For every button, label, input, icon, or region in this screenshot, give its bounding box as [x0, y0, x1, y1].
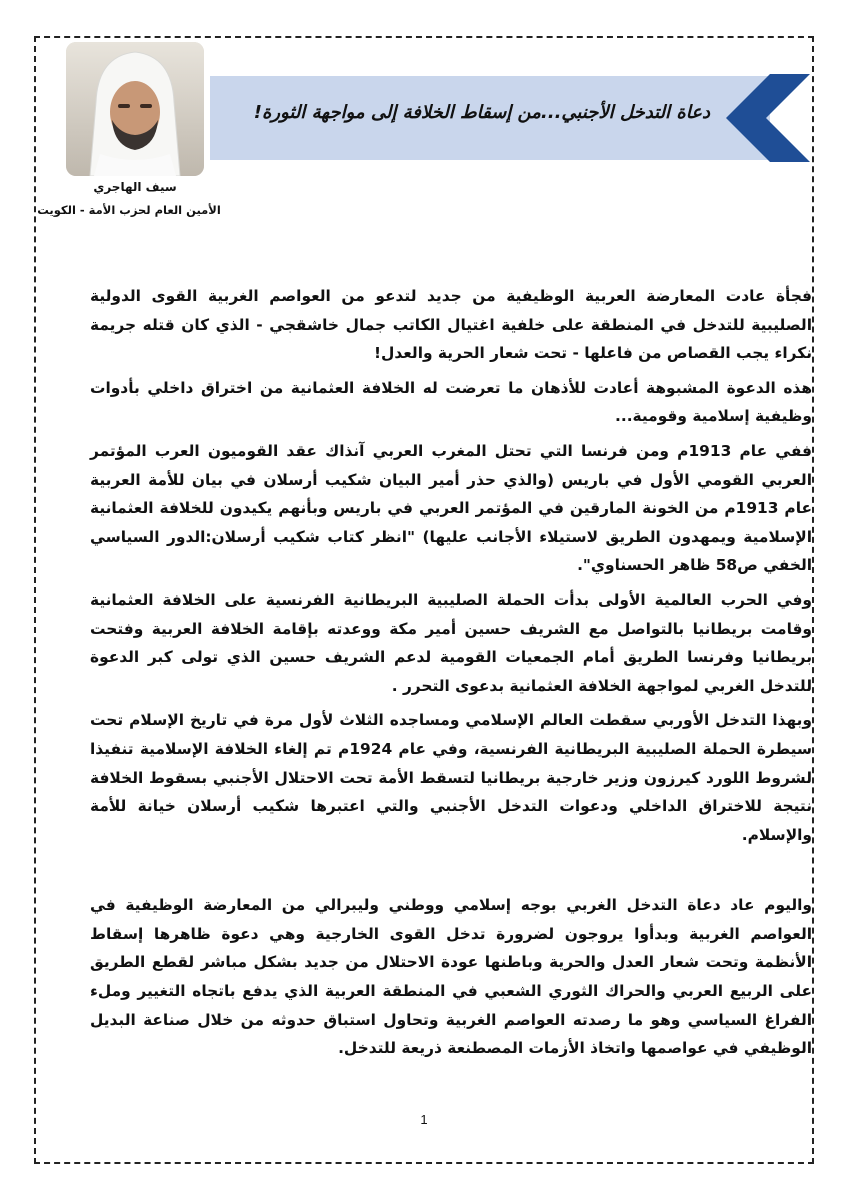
author-photo: [66, 42, 204, 176]
article-paragraph: واليوم عاد دعاة التدخل الغربي بوجه إسلامي ووطني وليبرالي من المعارضة الوظيفية في العواصم الغربية وبدأوا يروجون لضرورة تدخل القوى الخارجية وهي دعوة ظاهرها إسقاط الأنظمة وتحت شعار العدل والحرية وباطنها عودة الاحتلال من جديد بشكل مباشر لقطع الطريق على الربيع العربي والحراك الثوري الشعبي في المنطقة العربية الذي يدفع باتجاه التغيير وملء الفراغ السياسي وهو ما رصدته العواصم الغربية وتحاول استباق حدوثه من خلال صناعة البديل الوظيفي في عواصمها واتخاذ الأزمات المصطنعة ذريعة للتدخل.: [90, 896, 812, 1058]
page-number: 1: [420, 1112, 428, 1127]
author-name: سيف الهاجري: [93, 180, 177, 194]
article-paragraph: وفي الحرب العالمية الأولى بدأت الحملة الصليبية البريطانية الفرنسية على الخلافة العثمانية وقامت بريطانيا بالتواصل مع الشريف حسين أمير مكة ووعدته بإقامة الخلافة العربية وفتحت بريطانيا وفرنسا الطريق أمام الجمعيات القومية لدعم الشريف حسين الذي تولى كبر الدعوة للتدخل الغربي لمواجهة الخلافة العثمانية بدعوى التحرر .: [90, 590, 812, 695]
article-paragraph: هذه الدعوة المشبوهة أعادت للأذهان ما تعرضت له الخلافة العثمانية من اختراق داخلي بأدوات وظيفية إسلامية وقومية...: [90, 378, 812, 426]
article-paragraph: فجأة عادت المعارضة العربية الوظيفية من جديد لتدعو من العواصم الغربية القوى الدولية الصليبية للتدخل في المنطقة على خلفية اغتيال الكاتب جمال خاشقجي - الذي كان قتله جريمة نكراء يجب القصاص من فاعلها - تحت شعار الحرية والعدل!: [90, 287, 812, 363]
article-paragraph: وبهذا التدخل الأوربي سقطت العالم الإسلامي ومساجده الثلاث لأول مرة في تاريخ الإسلام تحت سيطرة الحملة الصليبية البريطانية الفرنسية، وفي عام 1924م تم إلغاء الخلافة الإسلامية تنفيذا لشروط اللورد كيرزون وزير خارجية بريطانيا لتسقط الأمة تحت الاحتلال الأجنبي بسقوط الخلافة نتيجة للاختراق الداخلي ودعوات التدخل الأجنبي والتي اعتبرها شكيب أرسلان خيانة للأمة والإسلام.: [90, 711, 813, 844]
title-banner: [210, 74, 810, 162]
author-title: الأمين العام لحزب الأمة - الكويت: [37, 203, 221, 217]
article-title: دعاة التدخل الأجنبي...من إسقاط الخلافة إلى مواجهة الثورة!: [253, 102, 710, 123]
article-paragraph: ففي عام 1913م ومن فرنسا التي تحتل المغرب العربي آنذاك عقد القوميون العرب المؤتمر العربي القومي الأول في باريس (والذي حذر أمير البيان شكيب أرسلان في بيان للأمة العربية عام 1913م من الخونة المارقين في المؤتمر العربي في باريس وبأنهم يكيدون للخلافة العثمانية الإسلامية ويمهدون الطريق لاستيلاء الأجانب عليها) "انظر كتاب شكيب أرسلان:الدور السياسي الخفي ص58 ظاهر الحسناوي".: [90, 441, 813, 575]
article-body: [90, 282, 812, 1069]
